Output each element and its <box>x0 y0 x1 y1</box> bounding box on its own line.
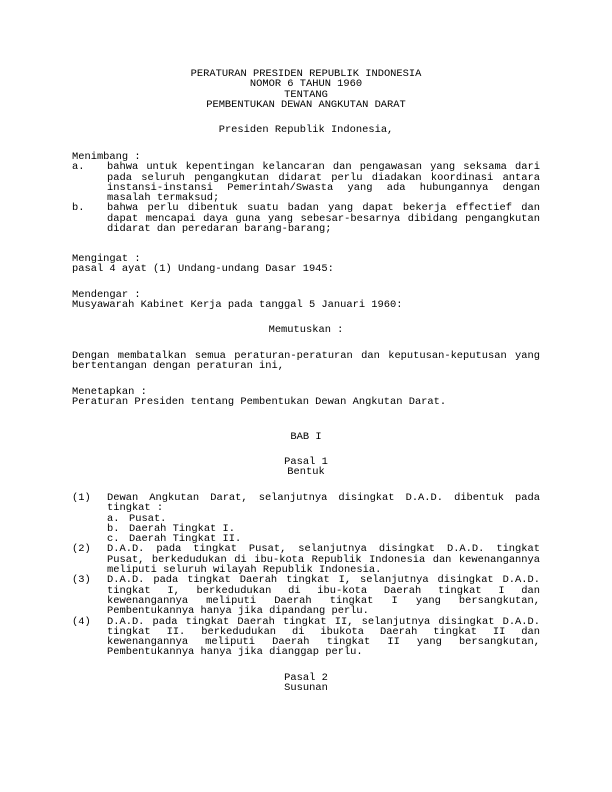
sub-text: Pusat. <box>129 512 167 525</box>
menimbang-section <box>72 152 540 234</box>
pasal-1-item-3 <box>72 575 540 616</box>
item-label: a. <box>72 161 85 174</box>
menetapkan-heading: Menetapkan : <box>72 386 147 398</box>
sub-label: b. <box>107 522 120 535</box>
sub-text: Daerah Tingkat I. <box>129 522 236 535</box>
text-line: Pembentukannya hanya jika dipandang perlu. <box>107 605 369 618</box>
document-header <box>72 69 540 110</box>
mendengar-text: Musyawarah Kabinet Kerja pada tanggal 5 Januari 1960: <box>72 299 403 312</box>
memutuskan-heading: Memutuskan : <box>268 324 344 336</box>
item-label: b. <box>72 202 85 215</box>
text-line: bertentangan dengan peraturan ini, <box>72 360 285 373</box>
text-line: tingkat I, berkedudukan di ibu-kota Daerah tingkat I dan <box>107 584 540 597</box>
menimbang-item-a <box>72 162 540 203</box>
text-line: Pusat, berkedudukan di ibu-kota Republik Indonesia dan kewenangannya <box>107 553 540 566</box>
pasal-title: Pasal 2 <box>284 672 328 684</box>
item-label: (4) <box>72 615 91 628</box>
text-line: bahwa untuk kepentingan kelancaran dan pengawasan yang seksama dari <box>107 161 540 174</box>
mengingat-text: pasal 4 ayat (1) Undang-undang Dasar 1945: <box>72 263 334 276</box>
mendengar-section <box>72 290 540 311</box>
pasal-title: Pasal 1 <box>284 456 328 468</box>
item-label: (2) <box>72 543 91 556</box>
pasal-1-item-1 <box>72 493 540 544</box>
text-line: Pembentukannya hanya jika dianggap perlu. <box>107 646 363 659</box>
sub-text: Daerah Tingkat II. <box>129 533 242 546</box>
sub-label: a. <box>107 512 120 525</box>
text-line: meliputi seluruh wilayah Republik Indonesia. <box>107 564 382 577</box>
text-line: kewenangannya meliputi Daerah tingkat I yang bersangkutan, <box>107 594 540 607</box>
text-line: D.A.D. pada tingkat Daerah tingkat I, selanjutnya disingkat D.A.D. <box>107 574 540 587</box>
text-line: kewenangannya meliputi Daerah tingkat II yang bersangkutan, <box>107 636 540 649</box>
doc-subject: PEMBENTUKAN DEWAN ANGKUTAN DARAT <box>206 98 406 111</box>
doc-about: TENTANG <box>284 88 328 101</box>
pasal-1-items <box>72 493 540 658</box>
text-line: Dengan membatalkan semua peraturan-peraturan dan keputusan-keputusan yang <box>72 350 540 362</box>
text-line: D.A.D. pada tingkat Daerah tingkat II, selanjutnya disingkat D.A.D. <box>107 615 540 628</box>
pasal-2-heading <box>72 673 540 694</box>
item-label: (1) <box>72 492 91 504</box>
bab-heading: BAB I <box>290 431 322 443</box>
pasal-1-item-4 <box>72 617 540 658</box>
president-line: Presiden Republik Indonesia, <box>218 124 394 136</box>
text-line: D.A.D. pada tingkat Pusat, selanjutnya disingkat D.A.D. tingkat <box>107 543 540 556</box>
sub-label: c. <box>107 533 120 546</box>
text-line: pada seluruh pengangkutan didarat perlu diadakan koordinasi antara <box>107 171 540 184</box>
mengingat-section <box>72 254 540 275</box>
pasal-subtitle: Bentuk <box>287 466 325 479</box>
menimbang-item-b <box>72 203 540 234</box>
mengingat-heading: Mengingat : <box>72 253 141 265</box>
text-line: masalah termaksud; <box>107 192 220 205</box>
text-line: bahwa perlu dibentuk suatu badan yang dapat bekerja effectief dan <box>107 202 540 215</box>
text-line: tingkat : <box>107 502 164 515</box>
text-line: didarat dan peredaran barang-barang; <box>107 223 332 236</box>
doc-title: PERATURAN PRESIDEN REPUBLIK INDONESIA <box>190 68 422 80</box>
memutuskan-text <box>72 351 540 372</box>
pasal-1-heading <box>72 457 540 478</box>
text-line: Dewan Angkutan Darat, selanjutnya disingkat D.A.D. dibentuk pada <box>107 492 540 504</box>
menimbang-heading: Menimbang : <box>72 151 141 163</box>
menetapkan-text: Peraturan Presiden tentang Pembentukan Dewan Angkutan Darat. <box>72 396 447 409</box>
pasal-subtitle: Susunan <box>284 682 328 695</box>
mendengar-heading: Mendengar : <box>72 289 141 301</box>
text-line: tingkat II. berkedudukan di ibukota Daerah tingkat II dan <box>107 625 540 638</box>
item-label: (3) <box>72 574 91 587</box>
text-line: dapat mencapai daya guna yang sebesar-besarnya dibidang pengangkutan <box>107 212 540 225</box>
pasal-1-item-2 <box>72 544 540 575</box>
menetapkan-section <box>72 387 540 408</box>
doc-number: NOMOR 6 TAHUN 1960 <box>249 78 363 91</box>
text-line: instansi-instansi Pemerintah/Swasta yang ada hubungannya dengan <box>107 181 540 194</box>
